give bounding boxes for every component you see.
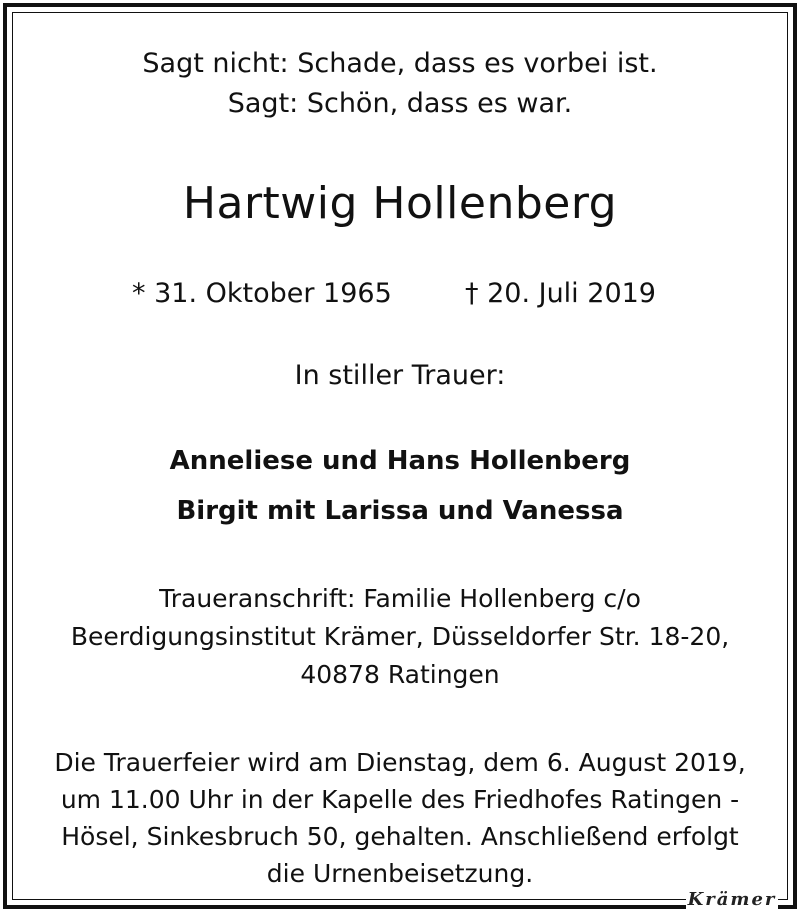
mourner-line-2: Birgit mit Larissa und Vanessa	[176, 496, 624, 526]
logo-text: Krämer	[687, 888, 777, 910]
death-date: † 20. Juli 2019	[465, 278, 656, 309]
service-line-3: Hösel, Sinkesbruch 50, gehalten. Anschließend erfolgt	[61, 822, 739, 851]
deceased-name: Hartwig Hollenberg	[182, 178, 618, 229]
funeral-home-logo	[686, 886, 778, 912]
address-line-3: 40878 Ratingen	[300, 660, 500, 689]
address-line-1: Traueranschrift: Familie Hollenberg c/o	[159, 584, 641, 613]
service-line-2: um 11.00 Uhr in der Kapelle des Friedhofes Ratingen -	[60, 785, 740, 814]
birth-date: * 31. Oktober 1965	[132, 278, 392, 309]
service-line-4: die Urnenbeisetzung.	[266, 859, 534, 888]
grief-line: In stiller Trauer:	[294, 360, 506, 391]
service-line-1: Die Trauerfeier wird am Dienstag, dem 6. August 2019,	[54, 748, 746, 777]
motto-line-1: Sagt nicht: Schade, dass es vorbei ist.	[142, 48, 658, 79]
address-line-2: Beerdigungsinstitut Krämer, Düsseldorfer Str. 18-20,	[70, 622, 730, 651]
mourner-line-1: Anneliese und Hans Hollenberg	[169, 446, 631, 476]
motto-line-2: Sagt: Schön, dass es war.	[227, 88, 573, 119]
